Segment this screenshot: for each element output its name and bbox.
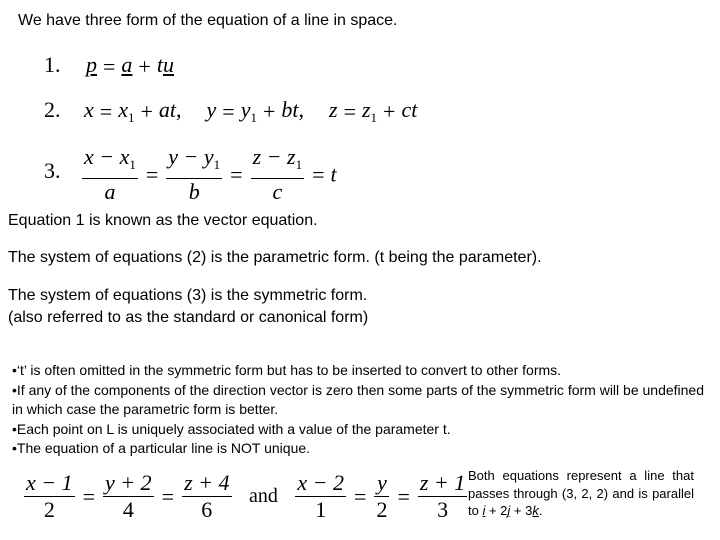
equation-number-2: 2. <box>44 97 61 122</box>
text-line-canonical: (also referred to as the standard or canonical form) <box>8 309 369 326</box>
bullet-item: •The equation of a particular line is NOT unique. <box>12 440 311 456</box>
bullet-item: •If any of the components of the direction vector is zero then some parts of the symmetric form will be undefined in which case the parametric form is better. <box>12 381 705 417</box>
text-line-symmetric: The system of equations (3) is the symmetric form. <box>8 287 368 304</box>
text-line-parametric: The system of equations (2) is the parametric form. (t being the parameter). <box>8 249 542 266</box>
example-equations: $\frac{x - 1}{2}$ = $\frac{y + 2}{4}$ = $\frac{z + 4}{6}$ and $\frac{x - 2}{1}$ = $\frac{y}{2}$ = $\frac{z + 1}{3}$ <box>26 470 466 522</box>
equation-number-1: 1. <box>44 52 61 77</box>
equation-number-3: 3. <box>44 158 61 183</box>
bullet-item: •‘t’ is often omitted in the symmetric form but has to be inserted to convert to other forms. <box>12 362 562 378</box>
text-line-vector: Equation 1 is known as the vector equation. <box>8 212 318 229</box>
page-title: We have three form of the equation of a line in space. <box>18 12 398 29</box>
bullet-list <box>12 361 712 459</box>
symmetric-equations: $\frac{x - x_1}{a}$ = $\frac{y - y_1}{b}$ = $\frac{z - z_1}{c}$ = t <box>84 144 337 204</box>
vector-equation: p = a + tu <box>86 52 174 79</box>
example-note: Both equations represent a line that passes through (3, 2, 2) and is parallel to i + 2j + 3k. <box>468 468 694 518</box>
bullet-item: •Each point on L is uniquely associated with a value of the parameter t. <box>12 420 451 437</box>
parametric-equations: $x = x_1$ + at, $y = y_1$ + bt, $z = z_1$ + ct <box>84 97 418 125</box>
